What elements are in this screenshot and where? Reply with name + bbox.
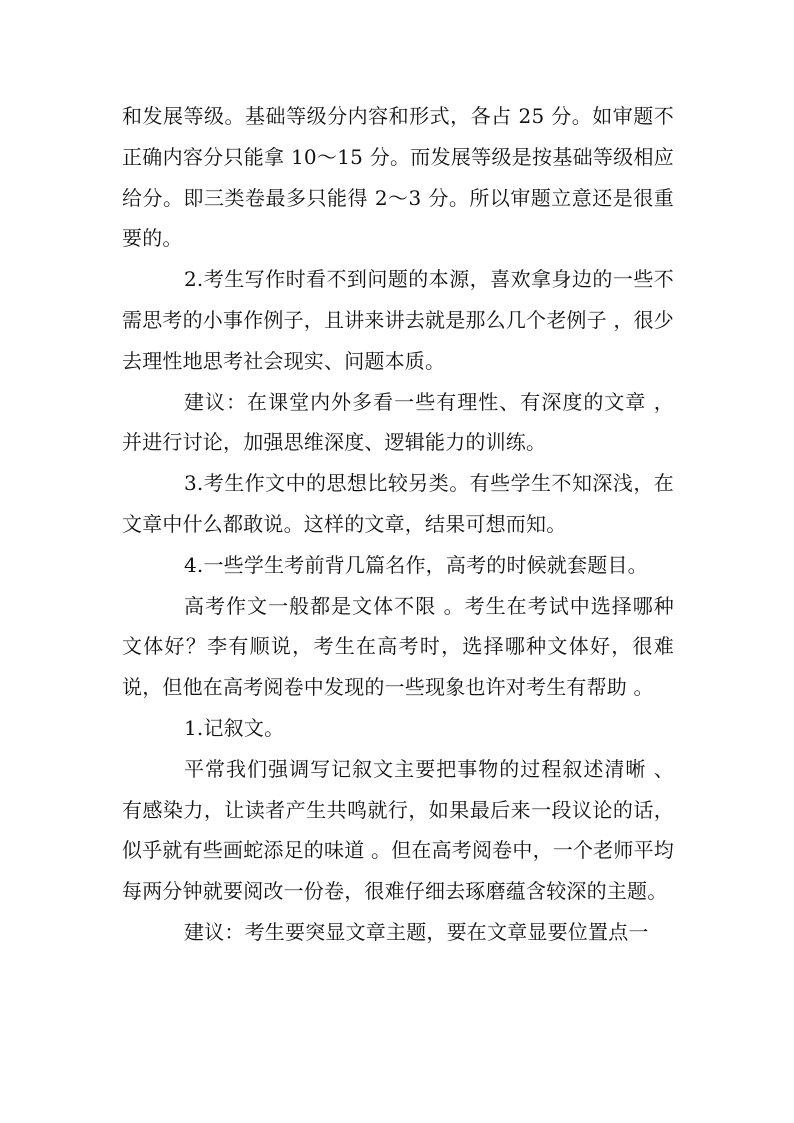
paragraph-9: 建议：考生要突显文章主题，要在文章显要位置点一 [184,919,649,944]
paragraph-1: 和发展等级。基础等级分内容和形式，各占 25 分。如审题不正确内容分只能拿 10～15 分。而发展等级是按基础等级相应给分。即三类卷最多只能得 2～3 分。所以审题立意还是很重要的。 [122,104,674,251]
paragraph-5: 4.一些学生考前背几篇名作，高考的时候就套题目。 [184,552,648,577]
paragraph-2: 2.考生写作时看不到问题的本源，喜欢拿身边的一些不需思考的小事作例子，且讲来讲去就是那么几个老例子 ，很少去理性地思考社会现实、问题本质。 [122,267,674,373]
paragraph-8: 平常我们强调写记叙文主要把事物的过程叙述清晰 、有感染力，让读者产生共鸣就行，如果最后来一段议论的话，似乎就有些画蛇添足的味道 。但在高考阅卷中，一个老师平均每两分钟就要阅改一份卷，很难仔细去琢磨蕴含较深的主题。 [122,756,674,904]
paragraph-7: 1.记叙文。 [184,715,285,740]
paragraph-3: 建议：在课堂内外多看一些有理性、有深度的文章 ，并进行讨论，加强思维深度、逻辑能力的训练。 [122,389,674,455]
paragraph-4: 3.考生作文中的思想比较另类。有些学生不知深浅，在文章中什么都敢说。这样的文章，结果可想而知。 [122,471,674,536]
body-text [122,96,674,953]
paragraph-6: 高考作文一般都是文体不限 。考生在考试中选择哪种文体好？李有顺说，考生在高考时，选择哪种文体好，很难说，但他在高考阅卷中发现的一些现象也许对考生有帮助 。 [122,593,674,700]
